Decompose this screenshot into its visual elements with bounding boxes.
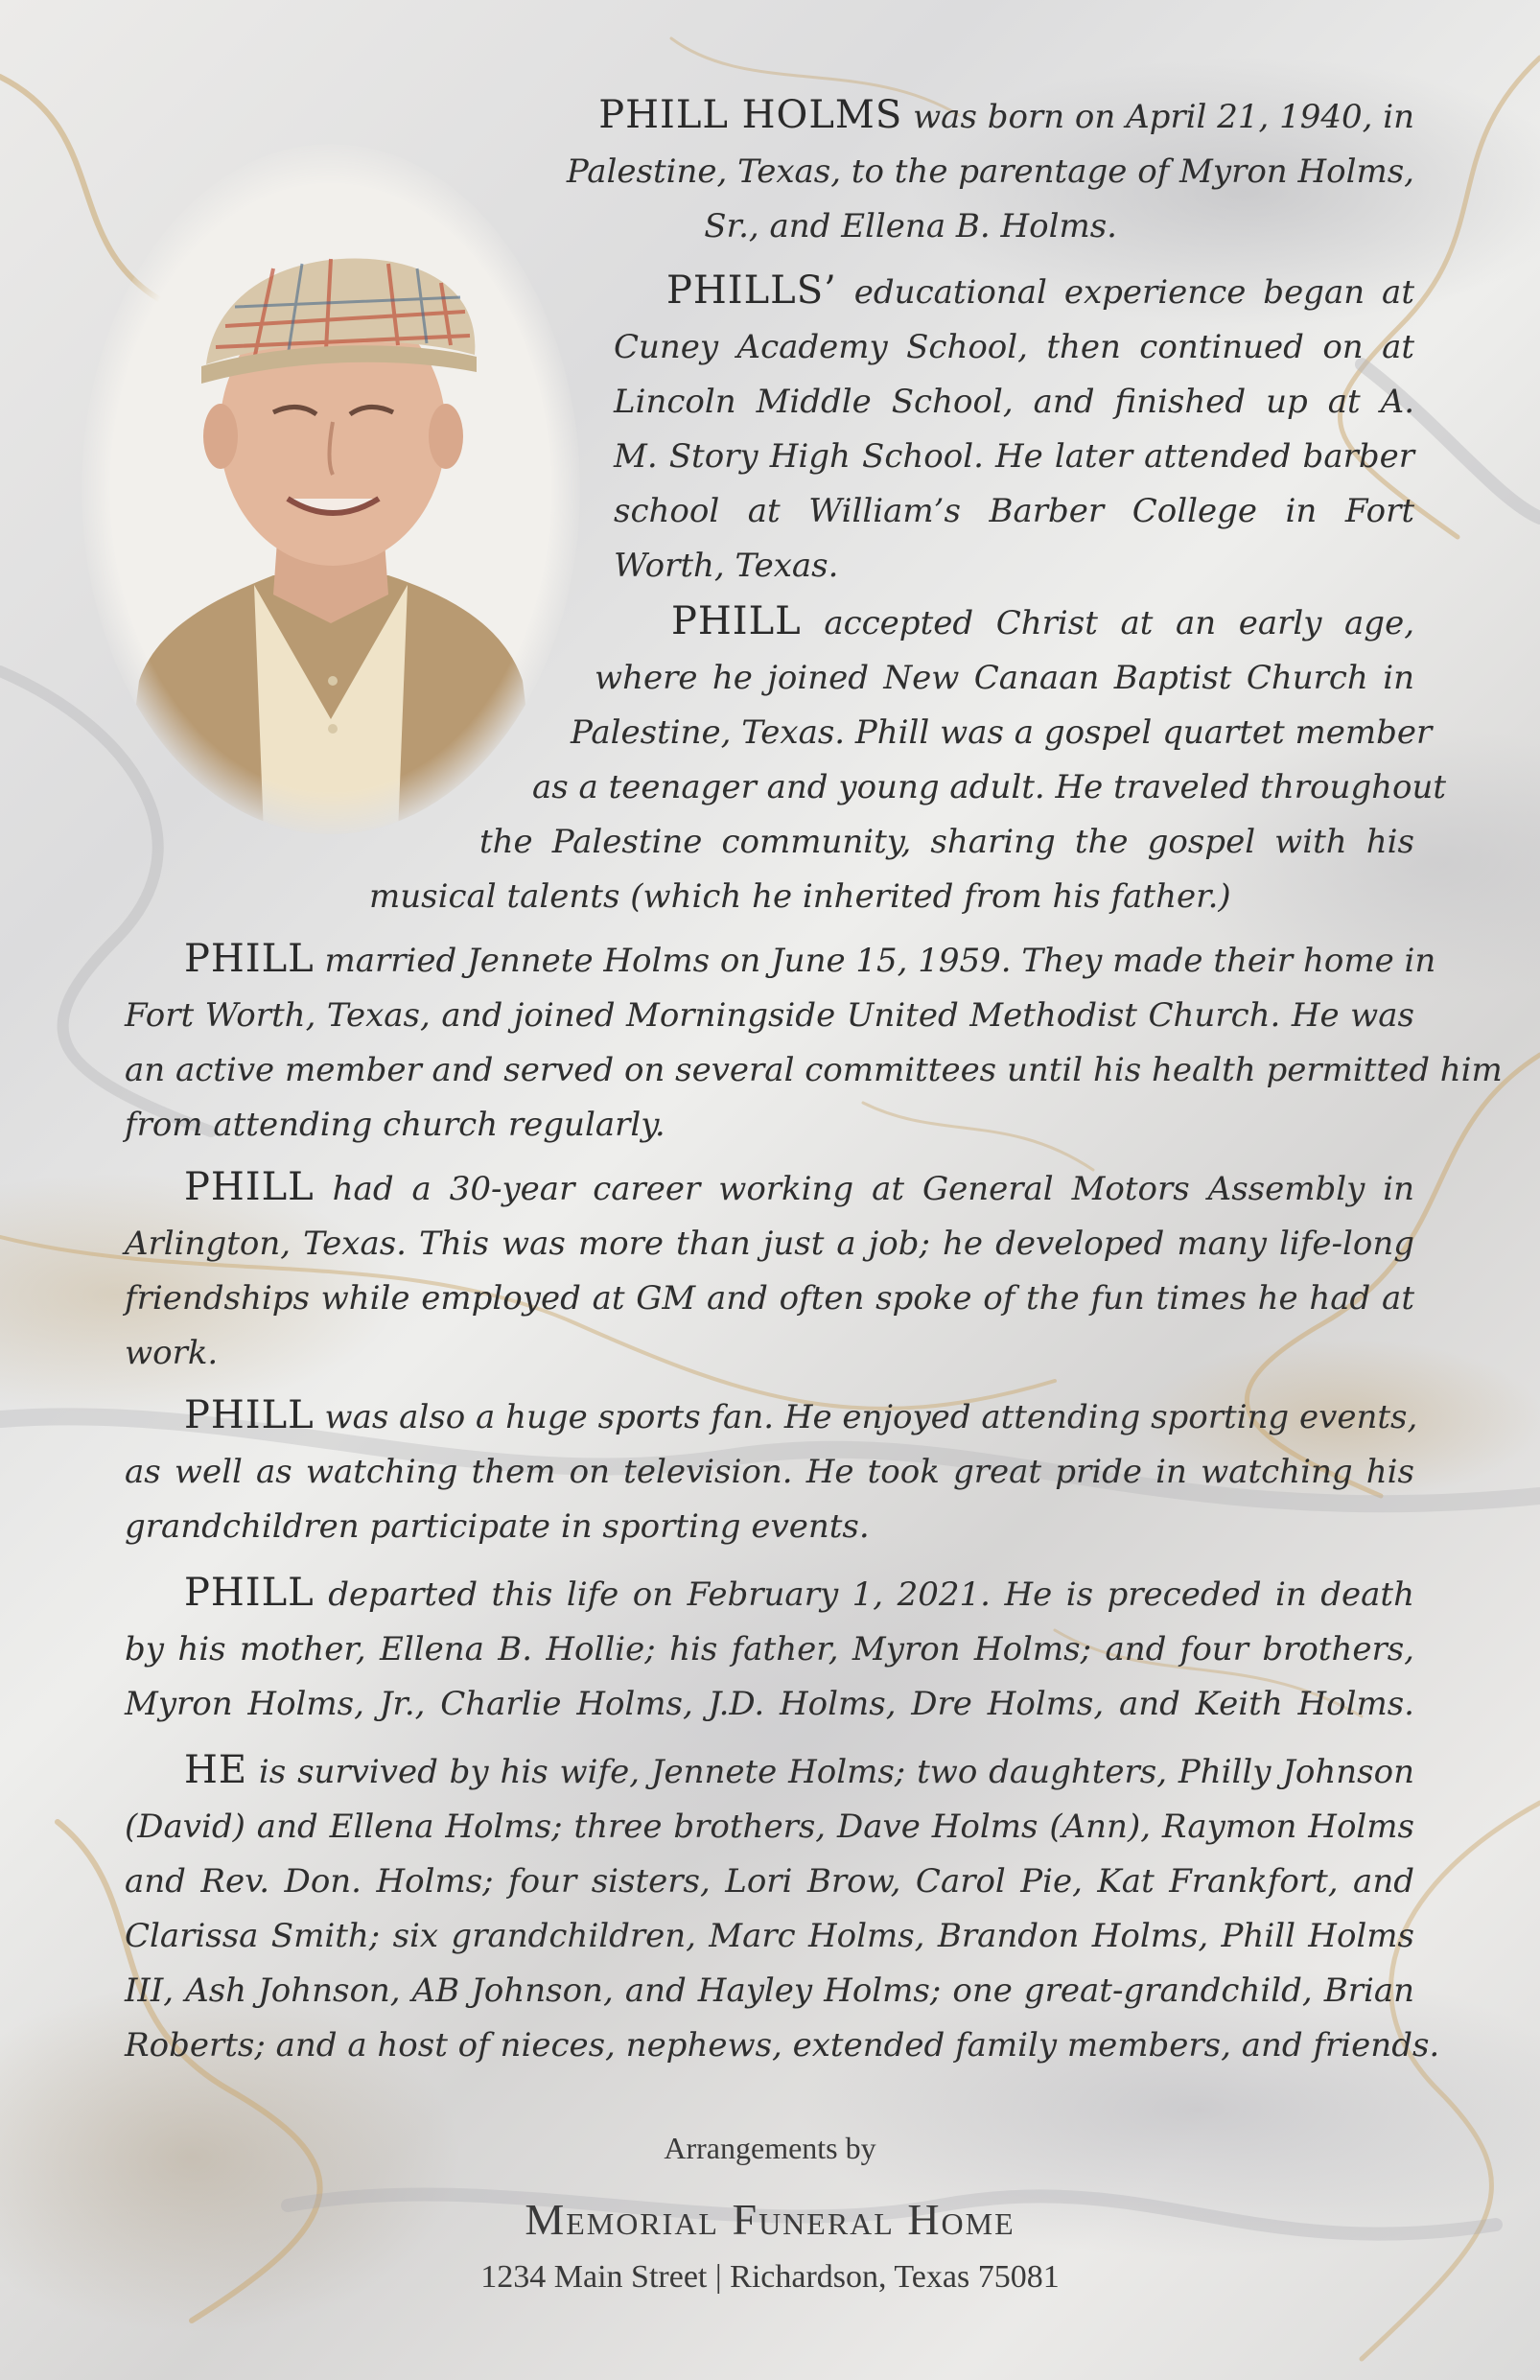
paragraph-lead-name: PHILL bbox=[184, 1165, 315, 1209]
paragraph-line: work. bbox=[125, 1334, 219, 1372]
paragraph-line: Sr., and Ellena B. Holms. bbox=[704, 207, 1117, 245]
paragraph-line: the Palestine community, sharing the gospel with his bbox=[479, 823, 1414, 861]
paragraph-survivors bbox=[125, 1743, 1440, 2073]
paragraph-line: Myron Holms, Jr., Charlie Holms, J.D. Holms, Dre Holms, and Keith Holms. bbox=[125, 1685, 1414, 1723]
paragraph-line: (David) and Ellena Holms; three brothers, Dave Holms (Ann), Raymon Holms bbox=[125, 1808, 1414, 1846]
funeral-home-address: 1234 Main Street | Richardson, Texas 75081 bbox=[480, 2259, 1060, 2295]
paragraph-line: and Rev. Don. Holms; four sisters, Lori Brow, Carol Pie, Kat Frankfort, and bbox=[125, 1862, 1414, 1901]
paragraph-lead-name: PHILL bbox=[184, 1393, 315, 1437]
paragraph-line: musical talents (which he inherited from his father.) bbox=[369, 877, 1231, 916]
paragraph-line: is survived by his wife, Jennete Holms; two daughters, Philly Johnson bbox=[247, 1753, 1414, 1791]
paragraph-line: Fort Worth, Texas, and joined Morningside United Methodist Church. He was bbox=[125, 996, 1414, 1035]
paragraph-line: M. Story High School. He later attended barber bbox=[614, 437, 1414, 476]
paragraph-line: Arlington, Texas. This was more than just a job; he developed many life-long bbox=[125, 1225, 1414, 1263]
paragraph-line: Worth, Texas. bbox=[614, 547, 839, 585]
paragraph-line: Palestine, Texas, to the parentage of Myron Holms, bbox=[566, 152, 1414, 191]
paragraph-marriage bbox=[125, 932, 1503, 1153]
paragraph-lead-name: PHILL bbox=[671, 599, 802, 643]
paragraph-line: Clarissa Smith; six grandchildren, Marc Holms, Brandon Holms, Phill Holms bbox=[125, 1917, 1414, 1955]
paragraph-lead-name: PHILLS’ bbox=[666, 268, 837, 313]
paragraph-career bbox=[125, 1160, 1414, 1381]
paragraph-faith bbox=[355, 595, 1447, 924]
paragraph-line: an active member and served on several committees until his health permitted him bbox=[125, 1051, 1503, 1089]
paragraph-line: by his mother, Ellena B. Hollie; his father, Myron Holms; and four brothers, bbox=[125, 1630, 1414, 1668]
paragraph-lead-name: HE bbox=[184, 1748, 248, 1792]
paragraph-line: where he joined New Canaan Baptist Church in bbox=[595, 659, 1414, 697]
paragraph-line: as well as watching them on television. He took great pride in watching his bbox=[125, 1453, 1414, 1491]
paragraph-line: accepted Christ at an early age, bbox=[801, 604, 1414, 642]
paragraph-death bbox=[125, 1566, 1414, 1732]
funeral-home-name: Memorial Funeral Home bbox=[525, 2195, 1015, 2244]
paragraph-line: Palestine, Texas. Phill was a gospel quartet member bbox=[571, 713, 1433, 752]
paragraph-line: friendships while employed at GM and often spoke of the fun times he had at bbox=[125, 1279, 1414, 1318]
paragraph-lead-name: PHILL HOLMS bbox=[598, 93, 903, 137]
paragraph-line: grandchildren participate in sporting events. bbox=[125, 1507, 870, 1546]
paragraph-birth bbox=[537, 88, 1414, 254]
paragraph-line: Roberts; and a host of nieces, nephews, extended family members, and friends. bbox=[125, 2026, 1440, 2065]
paragraph-line: was also a huge sports fan. He enjoyed attending sporting events, bbox=[314, 1398, 1418, 1436]
arrangements-label: Arrangements by bbox=[664, 2131, 876, 2165]
paragraph-line: departed this life on February 1, 2021. He is preceded in death bbox=[314, 1575, 1414, 1614]
paragraph-line: educational experience began at bbox=[836, 273, 1414, 312]
paragraph-line: had a 30-year career working at General Motors Assembly in bbox=[314, 1170, 1414, 1208]
paragraph-line: school at William’s Barber College in Fort bbox=[614, 492, 1414, 530]
paragraph-lead-name: PHILL bbox=[184, 937, 315, 981]
paragraph-line: III, Ash Johnson, AB Johnson, and Hayley Holms; one great-grandchild, Brian bbox=[125, 1972, 1414, 2010]
paragraph-sports bbox=[125, 1388, 1418, 1554]
paragraph-line: as a teenager and young adult. He traveled throughout bbox=[532, 768, 1447, 806]
paragraph-lead-name: PHILL bbox=[184, 1571, 315, 1615]
paragraph-line: from attending church regularly. bbox=[125, 1106, 665, 1144]
paragraph-line: married Jennete Holms on June 15, 1959. They made their home in bbox=[314, 942, 1436, 980]
paragraph-line: Cuney Academy School, then continued on at bbox=[614, 328, 1414, 366]
paragraph-education bbox=[614, 264, 1414, 594]
paragraph-line: was born on April 21, 1940, in bbox=[902, 98, 1414, 136]
paragraph-line: Lincoln Middle School, and finished up at A. bbox=[614, 383, 1414, 421]
